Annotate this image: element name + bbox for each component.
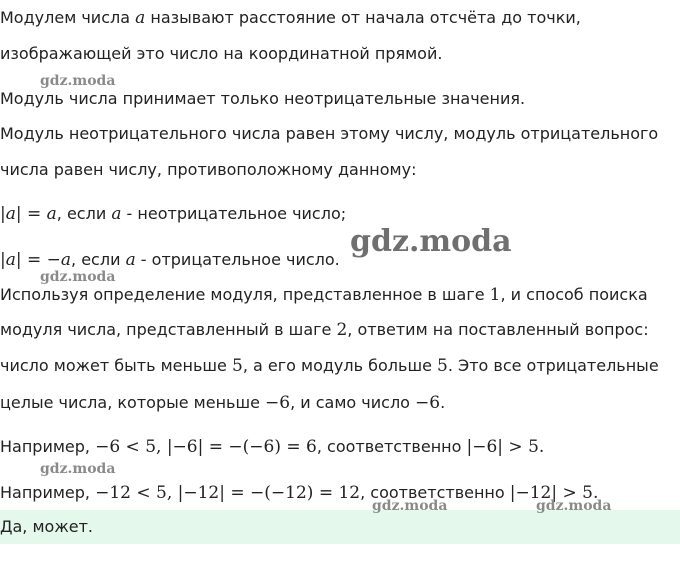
math-expression: |a| = a — [0, 204, 57, 224]
text-span: . Это все отрицательные — [447, 356, 659, 375]
watermark: gdz.moda — [350, 224, 512, 259]
watermark: gdz.moda — [372, 498, 448, 514]
math-expression: |a| = −a — [0, 250, 72, 270]
text-span: - неотрицательное число; — [121, 204, 347, 223]
text-span: , если — [71, 250, 126, 269]
text-span: , соответственно — [360, 483, 510, 502]
answer-box — [0, 510, 680, 544]
text-span: - отрицательное число. — [135, 250, 340, 269]
text-span: , ответим на поставленный вопрос: — [347, 320, 649, 339]
text-span: целые числа, которые меньше — [0, 393, 266, 412]
text-span: . — [440, 393, 446, 412]
answer-text: Да, может. — [0, 517, 93, 536]
text-span: , и способ поиска — [500, 285, 648, 304]
text-span: , если — [56, 204, 112, 223]
text-line-13 — [0, 483, 598, 503]
math-number: 2 — [336, 320, 348, 340]
math-variable: a — [111, 204, 122, 224]
text-span: , и само число — [290, 393, 416, 412]
text-span: Например, — [0, 483, 96, 502]
text-line-9 — [0, 320, 649, 340]
text-span: Используя определение модуля, представленное в шаге — [0, 285, 490, 304]
text-line-2: изображающей это число на координатной прямой. — [0, 44, 443, 63]
text-span: Например, — [0, 437, 96, 456]
text-line-6 — [0, 204, 346, 224]
math-number: −6 — [265, 393, 291, 413]
math-variable: a — [125, 250, 136, 270]
math-expression: −6 < 5, |−6| = −(−6) = 6 — [95, 437, 317, 457]
text-line-11 — [0, 393, 445, 413]
text-span: Модулем числа — [0, 8, 136, 27]
watermark: gdz.moda — [40, 461, 116, 477]
math-number: −6 — [415, 393, 441, 413]
text-line-5: числа равен числу, противоположному данному: — [0, 160, 417, 179]
math-variable: a — [135, 8, 146, 28]
watermark: gdz.moda — [40, 73, 116, 89]
text-span: модуля числа, представленный в шаге — [0, 320, 337, 339]
text-line-4: Модуль неотрицательного числа равен этому числу, модуль отрицательного — [0, 124, 659, 143]
text-line-3: Модуль числа принимает только неотрицательные значения. — [0, 89, 526, 108]
watermark: gdz.moda — [40, 269, 116, 285]
math-expression: |−6| > 5. — [466, 437, 545, 457]
text-line-12 — [0, 437, 544, 457]
text-span: , соответственно — [316, 437, 467, 456]
text-line-1 — [0, 8, 581, 28]
text-span: называют расстояние от начала отсчёта до точки, — [145, 8, 581, 27]
text-line-8 — [0, 285, 648, 305]
math-expression: |−12| > 5. — [509, 483, 599, 503]
math-number: 5 — [231, 356, 243, 376]
math-number: 1 — [489, 285, 501, 305]
watermark: gdz.moda — [536, 498, 612, 514]
text-span: число может быть меньше — [0, 356, 232, 375]
text-line-7 — [0, 250, 340, 270]
math-expression: −12 < 5, |−12| = −(−12) = 12 — [95, 483, 361, 503]
math-number: 5 — [437, 356, 448, 376]
text-line-10 — [0, 356, 659, 376]
text-span: , а его модуль больше — [242, 356, 438, 375]
